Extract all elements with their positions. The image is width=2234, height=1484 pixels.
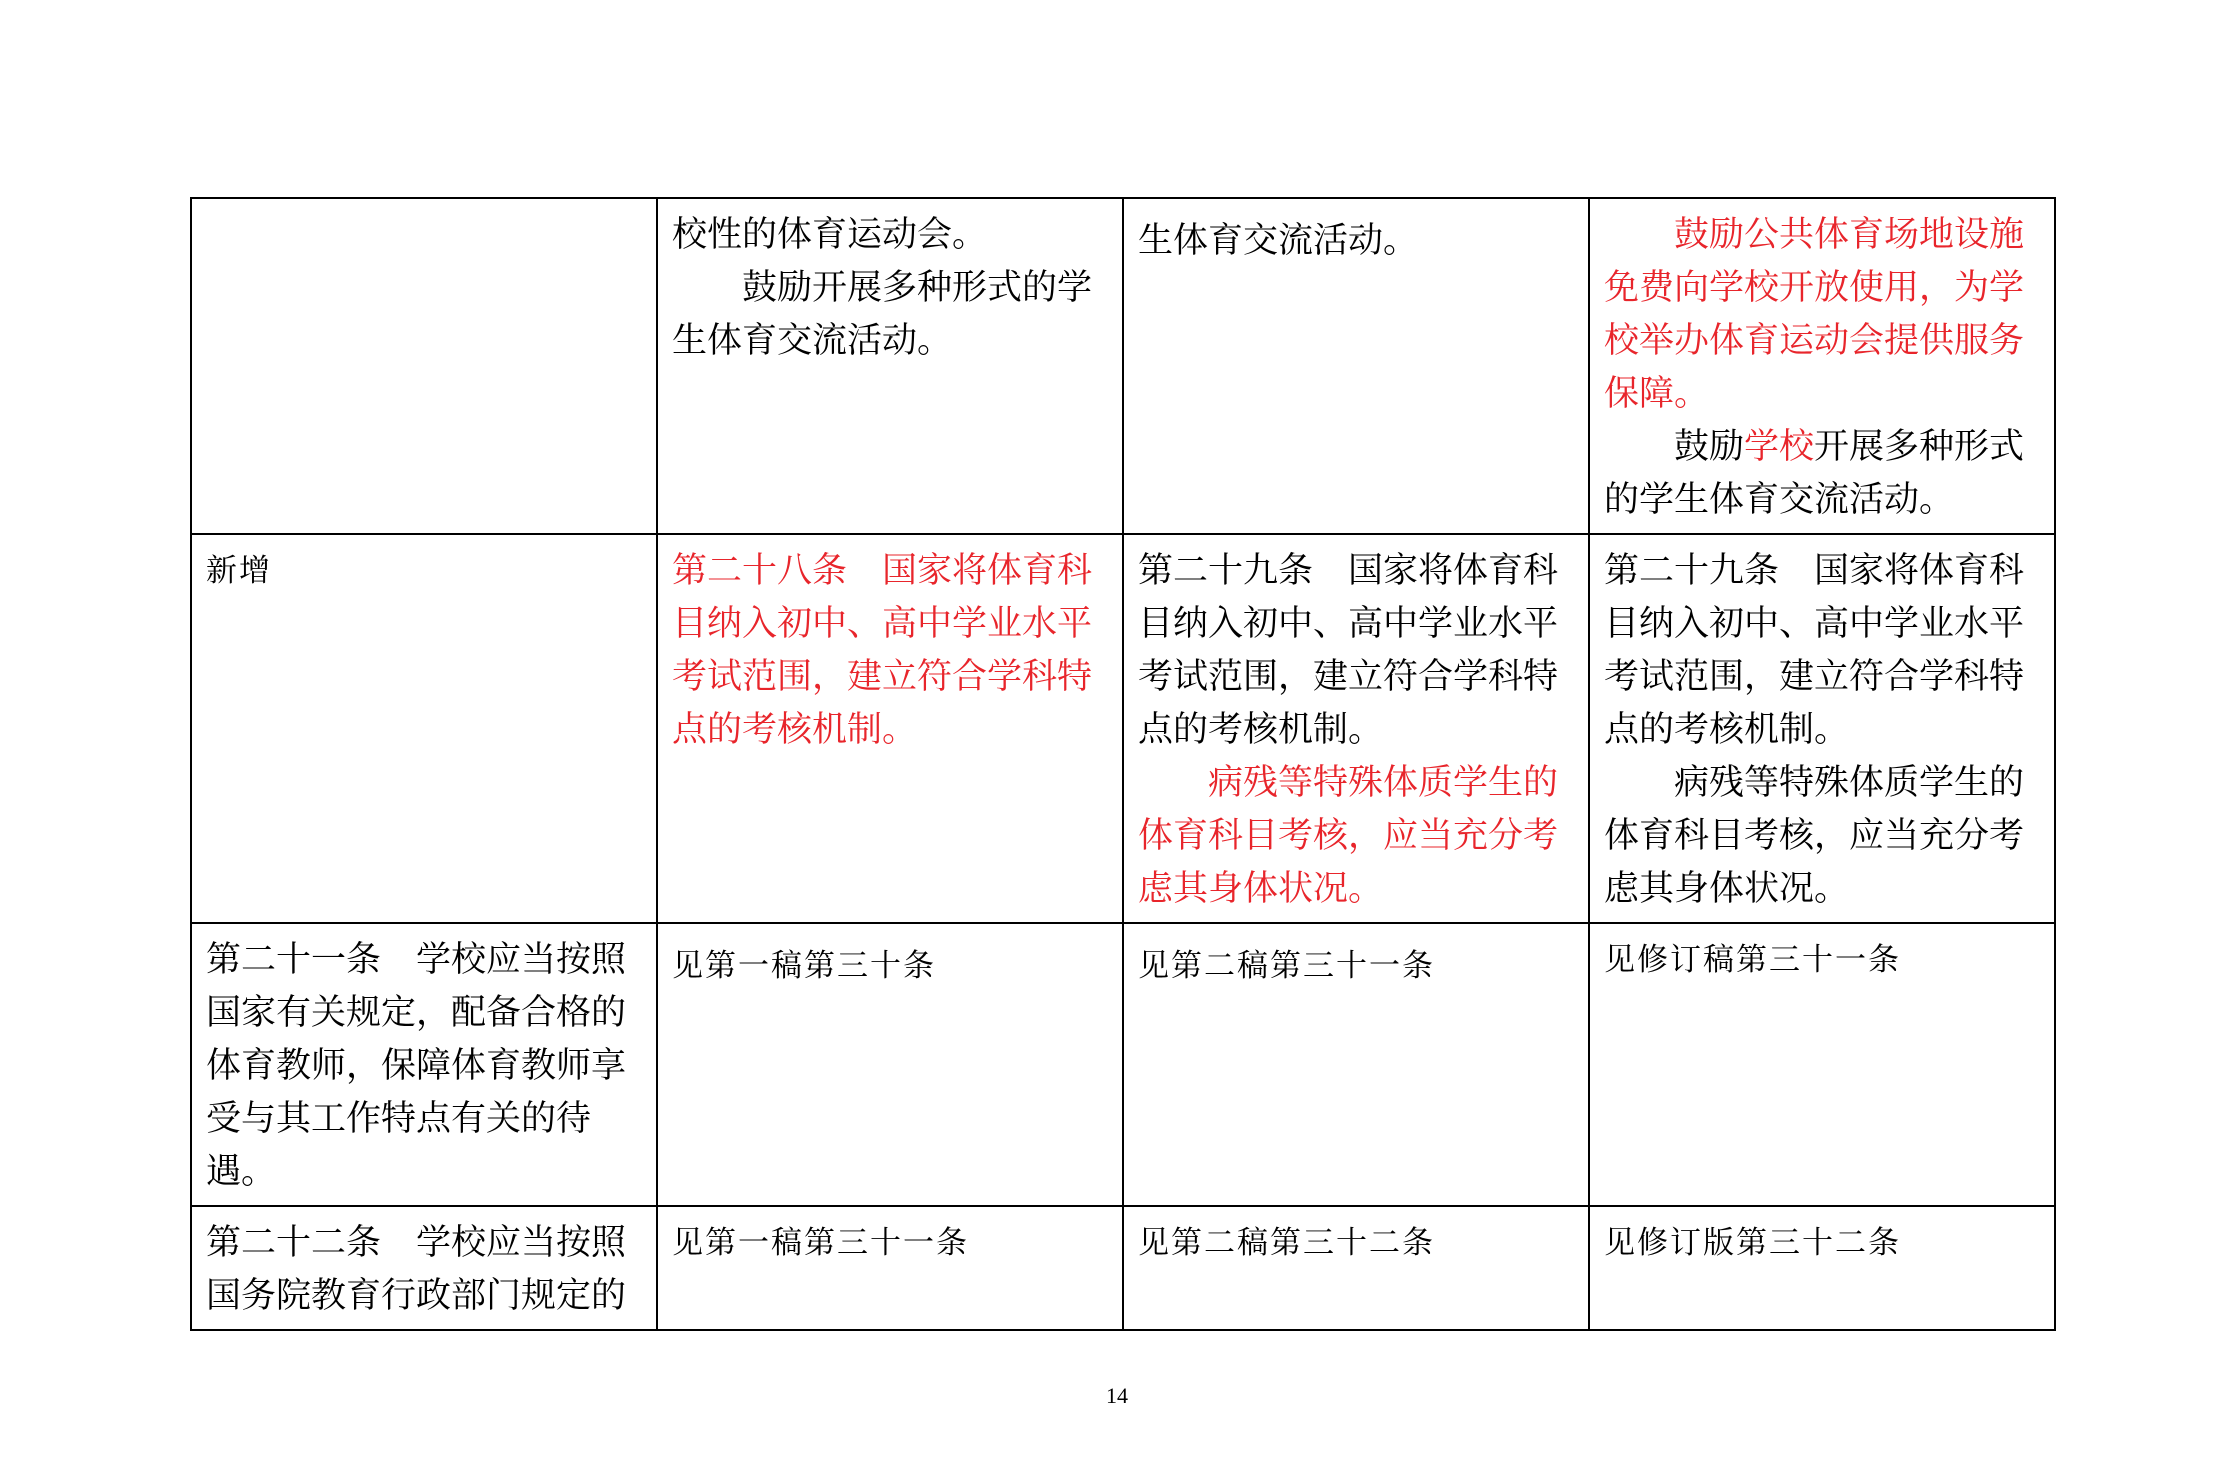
- cell-paragraph: 第二十九条 国家将体育科目纳入初中、高中学业水平考试范围，建立符合学科特点的考核机制。: [1138, 551, 1559, 750]
- comparison-table: [190, 197, 2056, 1331]
- cell-paragraph: [1604, 421, 2040, 527]
- table-row: [191, 534, 2055, 923]
- cell-revised: [1589, 534, 2055, 923]
- cell-paragraph: 见修订稿第三十一条: [1604, 942, 1901, 978]
- cell-paragraph: 第二十二条 学校应当按照国务院教育行政部门规定的: [206, 1223, 627, 1316]
- text-segment: 开展多种形式的学生体育交流活动。: [1604, 427, 2025, 520]
- cell-paragraph: 见第二稿第三十二条: [1138, 1225, 1435, 1261]
- cell-paragraph-added: 鼓励公共体育场地设施免费向学校开放使用，为学校举办体育运动会提供服务保障。: [1604, 215, 2025, 414]
- cell-original: [191, 1206, 657, 1330]
- cell-paragraph: 见第二稿第三十一条: [1138, 948, 1435, 984]
- cell-paragraph: 见第一稿第三十条: [672, 948, 936, 984]
- cell-paragraph: 校性的体育运动会。: [672, 215, 988, 255]
- cell-draft2: [1123, 198, 1589, 534]
- cell-original: [191, 198, 657, 534]
- cell-paragraph: 第二十一条 学校应当按照国家有关规定，配备合格的体育教师，保障体育教师享受与其工作特点有关的待遇。: [206, 940, 627, 1192]
- cell-original: [191, 923, 657, 1206]
- cell-paragraph: 第二十九条 国家将体育科目纳入初中、高中学业水平考试范围，建立符合学科特点的考核机制。: [1604, 551, 2025, 750]
- cell-draft1: [657, 923, 1123, 1206]
- cell-revised: [1589, 1206, 2055, 1330]
- cell-draft2: [1123, 923, 1589, 1206]
- cell-paragraph: 新增: [206, 553, 272, 589]
- table-row: [191, 923, 2055, 1206]
- table-row: [191, 198, 2055, 534]
- cell-draft1: [657, 534, 1123, 923]
- table-row: [191, 1206, 2055, 1330]
- cell-paragraph-added: 病残等特殊体质学生的体育科目考核，应当充分考虑其身体状况。: [1138, 763, 1559, 909]
- cell-paragraph: 鼓励开展多种形式的学生体育交流活动。: [672, 268, 1093, 361]
- text-segment: 鼓励: [1674, 427, 1745, 467]
- cell-original: [191, 534, 657, 923]
- cell-paragraph: 生体育交流活动。: [1138, 221, 1419, 261]
- cell-paragraph-added: 第二十八条 国家将体育科目纳入初中、高中学业水平考试范围，建立符合学科特点的考核机制。: [672, 551, 1093, 750]
- text-segment-added: 学校: [1744, 427, 1815, 467]
- cell-revised: [1589, 923, 2055, 1206]
- cell-paragraph: 病残等特殊体质学生的体育科目考核，应当充分考虑其身体状况。: [1604, 763, 2025, 909]
- cell-draft2: [1123, 534, 1589, 923]
- cell-draft2: [1123, 1206, 1589, 1330]
- cell-draft1: [657, 198, 1123, 534]
- cell-revised: [1589, 198, 2055, 534]
- page-number: 14: [1106, 1383, 1128, 1408]
- cell-paragraph: 见第一稿第三十一条: [672, 1225, 969, 1261]
- cell-paragraph: 见修订版第三十二条: [1604, 1225, 1901, 1261]
- cell-draft1: [657, 1206, 1123, 1330]
